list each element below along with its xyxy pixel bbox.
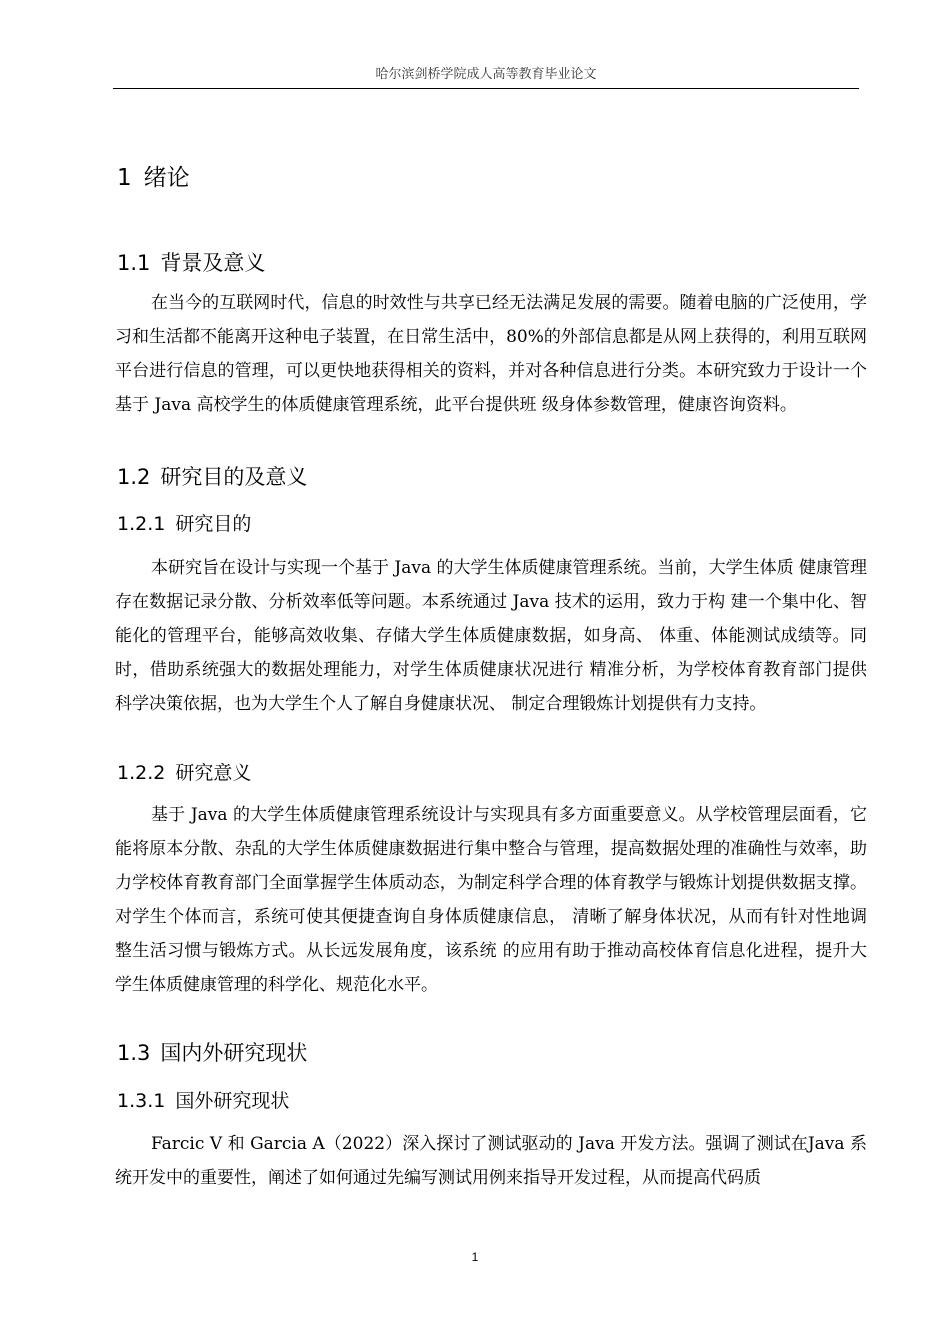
section-title: 研究目的及意义 (160, 465, 308, 489)
subsection-number: 1.3.1 (117, 1090, 166, 1112)
subsection-number: 1.2.1 (117, 513, 166, 535)
section-title: 国内外研究现状 (160, 1041, 308, 1065)
section-heading-1-1 (117, 248, 265, 278)
chapter-heading (117, 162, 190, 194)
subsection-heading-1-3-1 (117, 1087, 289, 1115)
subsection-title: 研究意义 (175, 762, 252, 784)
section-heading-1-3 (117, 1038, 307, 1068)
chapter-title: 绪论 (143, 165, 190, 191)
subsection-paragraph-1-2-2: 基于 Java 的大学生体质健康管理系统设计与实现具有多方面重要意义。从学校管理层面看，它能将原本分散、杂乱的大学生体质健康数据进行集中整合与管理，提高数据处理的准确性与效率，助力学校体育教育部门全面掌握学生体质动态，为制定科学合理的体育教学与锻炼计划提供数据支撑。对学生个体而言，系统可使其便捷查询自身体质健康信息， 清晰了解身体状况，从而有针对性地调整生活习惯与锻炼方式。从长远发展角度，该系统 的应用有助于推动高校体育信息化进程，提升大学生体质健康管理的科学化、规范化水平。 (115, 805, 867, 995)
subsection-paragraph-1-2-1: 本研究旨在设计与实现一个基于 Java 的大学生体质健康管理系统。当前，大学生体质 健康管理存在数据记录分散、分析效率低等问题。本系统通过 Java 技术的运用，致力于构 建一个集中化、智能化的管理平台，能够高效收集、存储大学生体质健康数据，如身高、 体重、体能测试成绩等。同时，借助系统强大的数据处理能力，对学生体质健康状况进行 精准分析，为学校体育教育部门提供科学决策依据，也为大学生个人了解自身健康状况、 制定合理锻炼计划提供有力支持。 (115, 558, 867, 714)
section-heading-1-2 (117, 462, 307, 492)
section-title: 背景及意义 (160, 251, 266, 275)
section-paragraph-1-1: 在当今的互联网时代，信息的时效性与共享已经无法满足发展的需要。随着电脑的广泛使用，学习和生活都不能离开这种电子装置，在日常生活中，80%的外部信息都是从网上获得的，利用互联网平台进行信息的管理，可以更快地获得相关的资料，并对各种信息进行分类。本研究致力于设计一个基于 Java 高校学生的体质健康管理系统，此平台提供班 级身体参数管理，健康咨询资料。 (115, 293, 867, 415)
subsection-heading-1-2-1 (117, 510, 251, 538)
header-divider (113, 88, 859, 89)
subsection-number: 1.2.2 (117, 762, 166, 784)
page-number: 1 (471, 1250, 479, 1264)
subsection-title: 国外研究现状 (175, 1090, 290, 1112)
section-number: 1.2 (117, 465, 151, 489)
section-number: 1.3 (117, 1041, 151, 1065)
subsection-paragraph-1-3-1: Farcic V 和 Garcia A（2022）深入探讨了测试驱动的 Java 开发方法。强调了测试在Java 系统开发中的重要性，阐述了如何通过先编写测试用例来指导开发过程，从而提高代码质 (115, 1134, 867, 1188)
section-number: 1.1 (117, 251, 151, 275)
subsection-title: 研究目的 (175, 513, 252, 535)
chapter-number: 1 (117, 165, 132, 191)
subsection-heading-1-2-2 (117, 759, 251, 787)
running-header: 哈尔滨剑桥学院成人高等教育毕业论文 (375, 67, 597, 82)
